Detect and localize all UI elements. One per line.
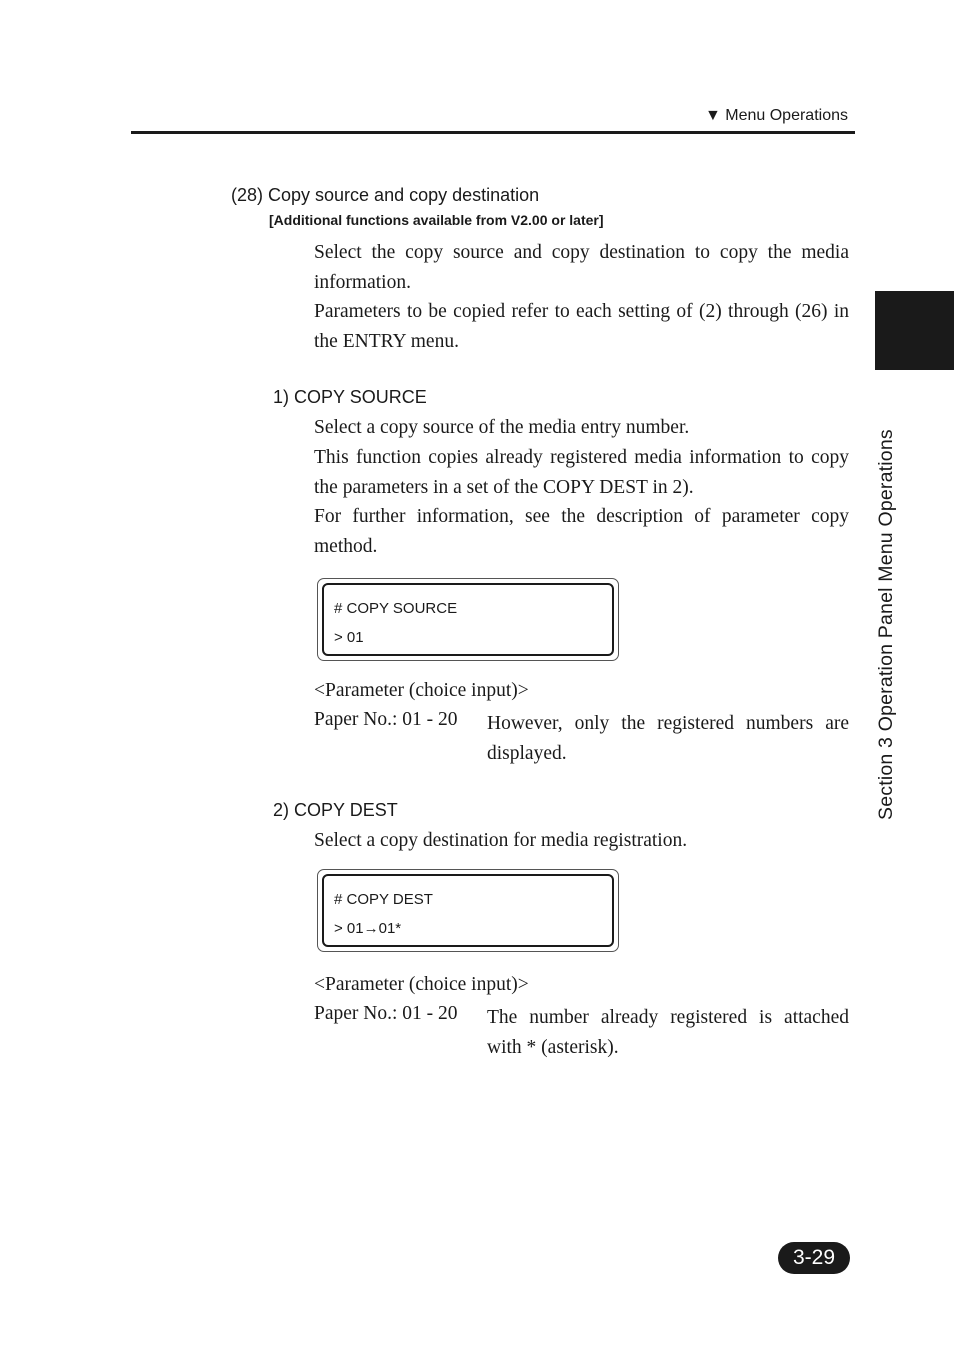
header-rule — [131, 131, 855, 134]
lcd-display-copy-dest — [317, 869, 619, 952]
page-number: 3-29 — [778, 1242, 850, 1274]
section-tab — [875, 291, 954, 370]
intro-paragraph: Parameters to be copied refer to each setting of (2) through (26) in the ENTRY menu. — [314, 301, 849, 352]
triangle-down-icon: ▼ — [704, 107, 721, 124]
lcd-line-2: > 01 — [334, 629, 364, 646]
copy-dest-paragraph: Select a copy destination for media registration. — [314, 830, 688, 851]
parameter-label: Paper No.: 01 - 20 — [314, 709, 458, 730]
version-note: [Additional functions available from V2.00 or later] — [269, 212, 604, 228]
parameter-heading: <Parameter (choice input)> — [314, 974, 529, 995]
parameter-description: The number already registered is attached with * (asterisk). — [487, 1007, 849, 1058]
lcd-line-1: # COPY DEST — [334, 891, 433, 908]
running-header-title: Menu Operations — [725, 107, 848, 124]
parameter-heading: <Parameter (choice input)> — [314, 680, 529, 701]
intro-paragraph: Select the copy source and copy destination to copy the media information. — [314, 242, 849, 293]
copy-source-paragraph: This function copies already registered media information to copy the parameters in a set of the COPY DEST in 2). — [314, 447, 849, 498]
parameter-label: Paper No.: 01 - 20 — [314, 1003, 458, 1024]
copy-source-heading: 1) COPY SOURCE — [273, 387, 427, 407]
lcd-screen — [322, 583, 614, 656]
parameter-description: However, only the registered numbers are displayed. — [487, 713, 849, 764]
lcd-line-1: # COPY SOURCE — [334, 600, 458, 617]
section-heading: (28) Copy source and copy destination — [231, 185, 540, 205]
section-side-title: Section 3 Operation Panel Menu Operations — [875, 429, 897, 820]
running-header — [705, 107, 848, 125]
lcd-line-2: > 01→01* — [334, 920, 402, 937]
copy-source-paragraph: For further information, see the description of parameter copy method. — [314, 506, 849, 557]
lcd-display-copy-source — [317, 578, 619, 661]
lcd-screen — [322, 874, 614, 947]
copy-dest-heading: 2) COPY DEST — [273, 800, 398, 820]
copy-source-paragraph: Select a copy source of the media entry number. — [314, 417, 690, 438]
